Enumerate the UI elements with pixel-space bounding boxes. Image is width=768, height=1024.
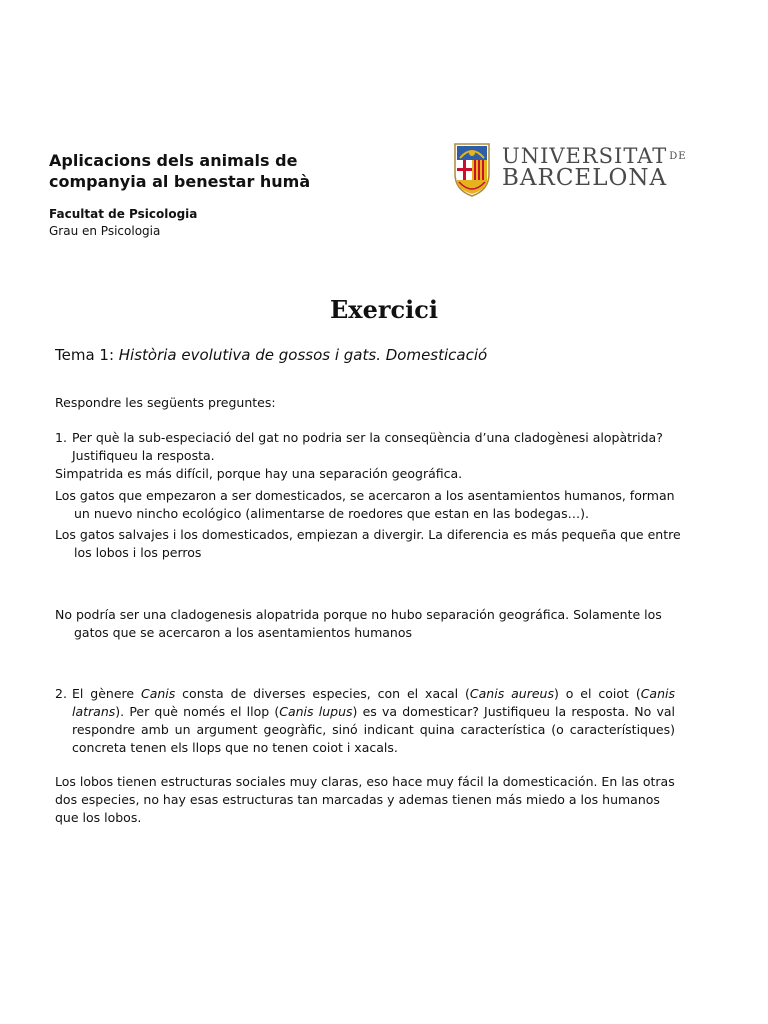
logo-line2: BARCELONA [502,165,668,191]
question-2 [55,685,675,757]
answer-line: Los gatos salvajes i los domesticados, empiezan a divergir. La diferencia es más pequeña que entre los lobos i los perros [55,527,681,560]
question-text-part: ). Per què només el llop ( [115,704,280,719]
faculty-name: Facultat de Psicologia [49,207,198,221]
logo-line1: UNIVERSITAT [502,144,668,168]
logo-line1-suffix: DE [669,151,687,162]
topic-heading [55,345,487,365]
question-text: Per què la sub-especiació del gat no podria ser la conseqüència d’una cladogènesi alopàtrida? Justifiqueu la resposta. [72,430,663,463]
answer-2: Los lobos tienen estructuras sociales muy claras, eso hace muy fácil la domesticación. En las otras dos especies, no hay esas estructuras tan marcadas y ademas tienen más miedo a los humanos que los lobos. [55,774,675,825]
instructions: Respondre les següents preguntes: [55,395,276,410]
species-name: Canis latrans [72,686,675,719]
question-text-part: consta de diverses especies, con el xacal ( [175,686,470,701]
answer-conclusion: No podría ser una cladogenesis alopatrida porque no hubo separación geográfica. Solamente los gatos que se acercaron a los asentamientos humanos [55,607,662,640]
question-1 [55,429,675,465]
topic-prefix: Tema 1: [55,346,119,364]
question-text-part: El gènere [72,686,141,701]
university-shield-icon [452,138,492,200]
species-name: Canis lupus [279,704,353,719]
question-number: 2. [55,686,67,701]
university-logo [452,138,687,200]
answer-line: Simpatrida es más difícil, porque hay una separación geográfica. [55,466,463,481]
document-title: Exercici [330,295,438,324]
species-name: Canis [140,686,176,701]
species-name: Canis aureus [469,686,554,701]
degree-name: Grau en Psicologia [49,224,161,238]
question-number: 1. [55,430,67,445]
question-text-part: ) o el coiot ( [553,686,641,701]
question-text-part: ) es va domesticar? Justifiqueu la resposta. No val respondre amb un argument geogràfic, sinó indicant quina característica (o característiques) concreta tenen els llops que no tenen coiot i xacals. [72,704,675,755]
course-title: Aplicacions dels animals de companyia al benestar humà [49,151,311,191]
topic-title: Història evolutiva de gossos i gats. Domesticació [118,346,488,364]
answer-line: Los gatos que empezaron a ser domesticados, se acercaron a los asentamientos humanos, forman un nuevo nincho ecológico (alimentarse de roedores que estan en las bodegas…). [55,488,675,521]
